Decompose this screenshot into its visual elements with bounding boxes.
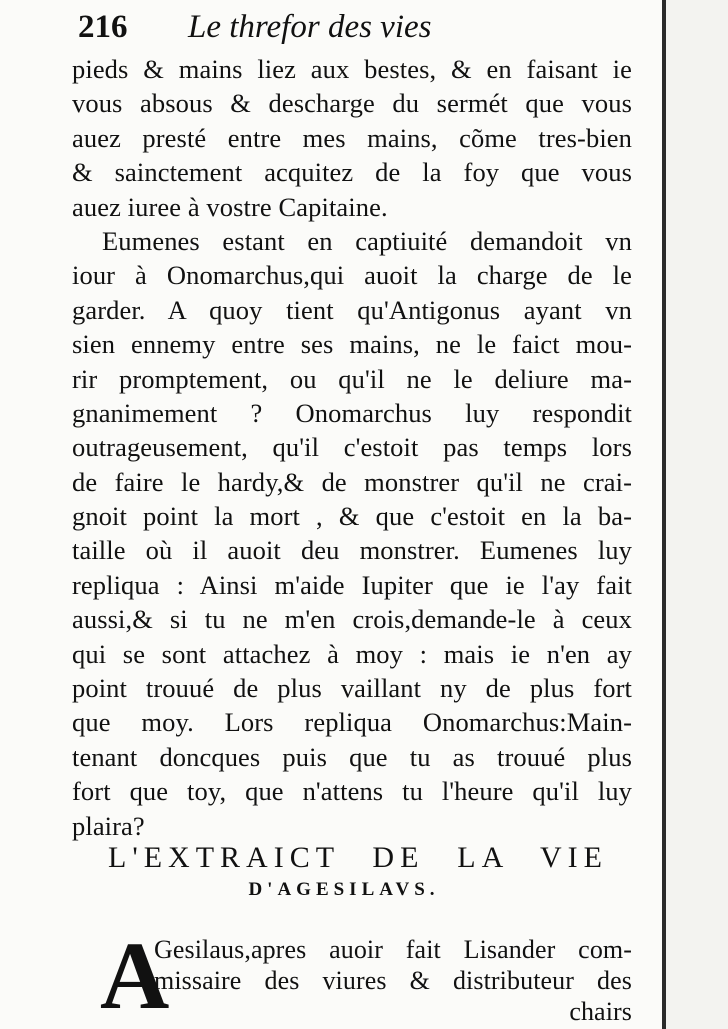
text-line: auez presté entre mes mains, cõme tres-bien xyxy=(72,122,632,153)
text-line: Eumenes estant en captiuité demandoit vn xyxy=(102,225,632,256)
page-number: 216 xyxy=(78,9,128,45)
text-line: rir promptement, ou qu'il ne le deliure ma- xyxy=(72,363,632,394)
text-line: missaire des viures & distributeur des xyxy=(154,966,632,995)
text-line: vous absous & descharge du sermét que vous xyxy=(72,88,632,119)
text-line: sien ennemy entre ses mains, ne le faict mou- xyxy=(72,329,632,360)
text-line: iour à Onomarchus,qui auoit la charge de le xyxy=(72,260,632,291)
text-line: aussi,& si tu ne m'en crois,demande-le à ceux xyxy=(72,604,632,635)
drop-cap-paragraph xyxy=(154,934,632,1027)
text-line: Gesilaus,apres auoir fait Lisander com- xyxy=(154,935,632,964)
facing-page-edge xyxy=(666,0,728,1029)
text-line: outrageusement, qu'il c'estoit pas temps lors xyxy=(72,432,632,463)
text-line: de faire le hardy,& de monstrer qu'il ne crai- xyxy=(72,466,632,497)
running-title: Le threfor des vies xyxy=(188,9,432,45)
text-line: auez iuree à vostre Capitaine. xyxy=(72,191,388,222)
text-line: que moy. Lors repliqua Onomarchus:Main- xyxy=(72,707,632,738)
text-line: & sainctement acquitez de la foy que vous xyxy=(72,157,632,188)
text-line: fort que toy, que n'attens tu l'heure qu'il luy xyxy=(72,776,632,807)
text-line: repliqua : Ainsi m'aide Iupiter que ie l'ay fait xyxy=(72,569,632,600)
text-line: qui se sont attachez à moy : mais ie n'en ay xyxy=(72,638,632,669)
text-line: pieds & mains liez aux bestes, & en faisant ie xyxy=(72,54,632,84)
section-title: L'EXTRAICT DE LA VIE xyxy=(108,841,608,874)
drop-cap: A xyxy=(100,922,170,1029)
section-subtitle: D'AGESILAVS. xyxy=(248,879,440,900)
text-line: plaira? xyxy=(72,810,145,841)
page-header xyxy=(78,6,638,48)
text-line: garder. A quoy tient qu'Antigonus ayant vn xyxy=(72,294,632,325)
body-text xyxy=(72,52,632,843)
text-line: gnoit point la mort , & que c'estoit en la ba- xyxy=(72,501,632,532)
text-line: taille où il auoit deu monstrer. Eumenes luy xyxy=(72,535,632,566)
text-line: chairs xyxy=(569,997,632,1026)
text-line: point trouué de plus vaillant ny de plus fort xyxy=(72,673,632,704)
text-line: gnanimement ? Onomarchus luy respondit xyxy=(72,397,632,428)
text-line: tenant doncques puis que tu as trouué plus xyxy=(72,741,632,772)
